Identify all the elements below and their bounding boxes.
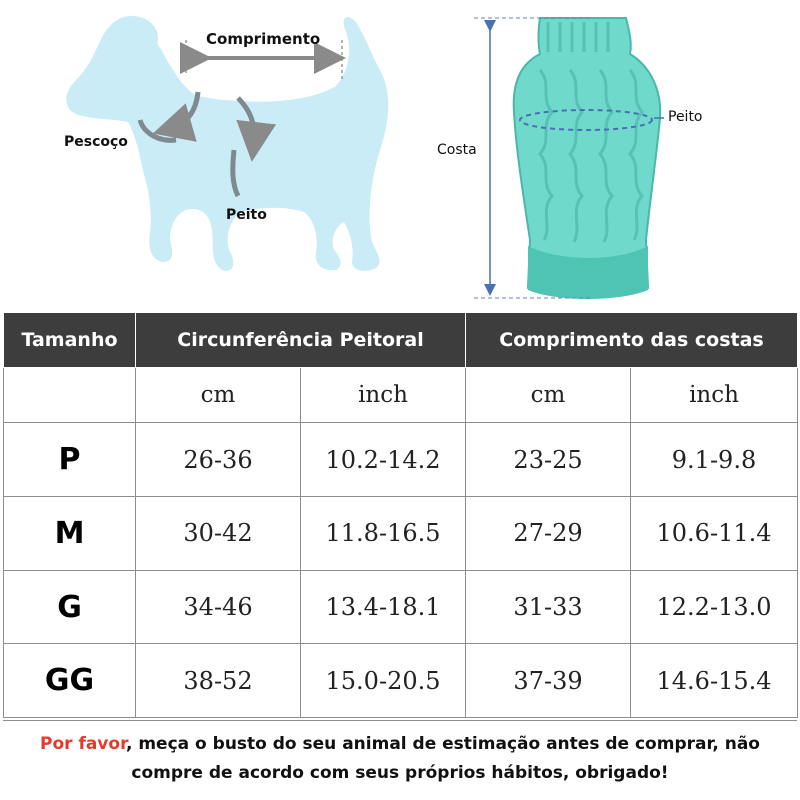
back-cm-cell: 31-33: [466, 570, 631, 644]
sweater-chest-label: Peito: [668, 109, 703, 125]
table-row: [4, 423, 798, 497]
unit-chest-cm: cm: [136, 368, 301, 423]
back-inch-cell: 14.6-15.4: [631, 644, 798, 718]
unit-back-cm: cm: [466, 368, 631, 423]
chest-cm-cell: 38-52: [136, 644, 301, 718]
unit-back-inch: inch: [631, 368, 798, 423]
note-line-2: compre de acordo com seus próprios hábitos, obrigado!: [131, 763, 669, 783]
chest-inch-cell: 15.0-20.5: [301, 644, 466, 718]
unit-empty: [4, 368, 136, 423]
note-line-1: , meça o busto do seu animal de estimação antes de comprar, não: [125, 734, 760, 754]
chest-cm-cell: 26-36: [136, 423, 301, 497]
size-chart-table: [3, 312, 798, 718]
back-inch-cell: 12.2-13.0: [631, 570, 798, 644]
table-header-row: [4, 313, 798, 368]
measurement-illustration: [0, 0, 800, 305]
header-size: Tamanho: [4, 313, 136, 368]
table-row: [4, 497, 798, 571]
header-back-length: Comprimento das costas: [466, 313, 798, 368]
illustration-svg: [0, 0, 800, 305]
table-row: [4, 644, 798, 718]
size-cell: P: [4, 423, 136, 497]
note-highlight: Por favor: [40, 734, 126, 754]
size-cell: M: [4, 497, 136, 571]
unit-chest-inch: inch: [301, 368, 466, 423]
neck-label: Pescoço: [64, 134, 128, 150]
chest-inch-cell: 10.2-14.2: [301, 423, 466, 497]
size-cell: G: [4, 570, 136, 644]
header-chest: Circunferência Peitoral: [136, 313, 466, 368]
chest-cm-cell: 34-46: [136, 570, 301, 644]
measurement-note: [3, 720, 797, 797]
sweater-image: [514, 18, 661, 299]
back-cm-cell: 27-29: [466, 497, 631, 571]
back-cm-cell: 23-25: [466, 423, 631, 497]
back-label: Costa: [437, 142, 477, 158]
size-cell: GG: [4, 644, 136, 718]
length-label: Comprimento: [206, 30, 321, 48]
back-cm-cell: 37-39: [466, 644, 631, 718]
back-inch-cell: 9.1-9.8: [631, 423, 798, 497]
unit-row: [4, 368, 798, 423]
chest-inch-cell: 11.8-16.5: [301, 497, 466, 571]
table-row: [4, 570, 798, 644]
dog-chest-label: Peito: [226, 207, 267, 223]
back-inch-cell: 10.6-11.4: [631, 497, 798, 571]
chest-inch-cell: 13.4-18.1: [301, 570, 466, 644]
chest-cm-cell: 30-42: [136, 497, 301, 571]
